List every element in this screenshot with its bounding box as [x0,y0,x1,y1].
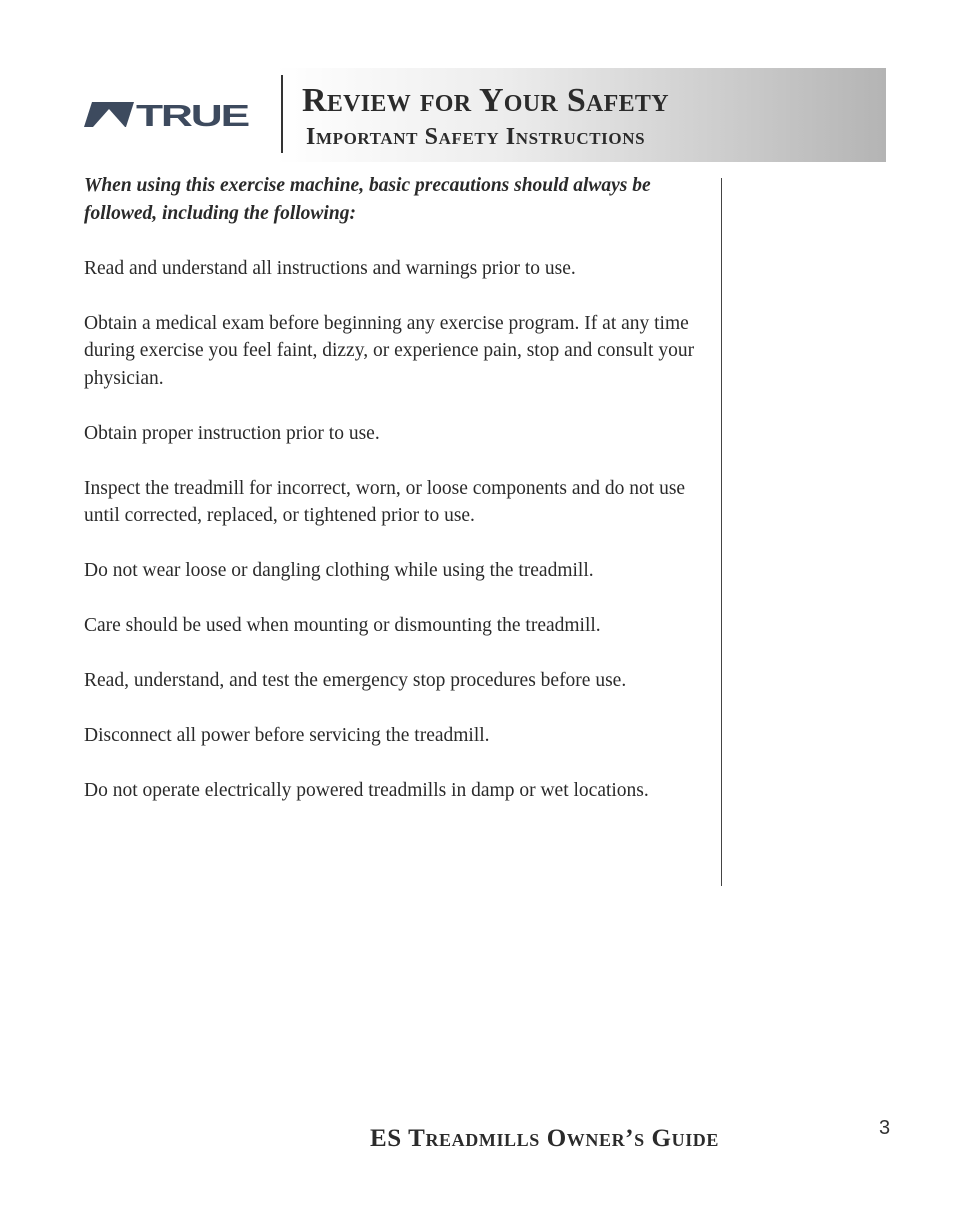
page-subtitle: Important Safety Instructions [306,124,646,150]
header-divider [281,75,283,153]
page-number: 3 [879,1117,891,1139]
footer-guide-title: ES Treadmills Owner’s Guide [370,1125,720,1152]
logo-text: TRUE [136,100,250,130]
instruction-item: Care should be used when mounting or dismounting the treadmill. [84,615,601,636]
instruction-item: Do not wear loose or dangling clothing while using the treadmill. [84,560,594,581]
column-rule [721,178,722,886]
instruction-item: Read and understand all instructions and warnings prior to use. [84,257,576,279]
instruction-item: Disconnect all power before servicing the treadmill. [84,725,490,746]
instruction-item: Read, understand, and test the emergency stop procedures before use. [84,670,627,691]
instruction-item: Inspect the treadmill for incorrect, worn, or loose components and do not use until corrected, replaced, or tightened prior to use. [84,477,686,526]
instruction-item: Do not operate electrically powered treadmills in damp or wet locations. [84,780,649,801]
instruction-item: Obtain proper instruction prior to use. [84,422,380,444]
page-title: Review for Your Safety [302,82,669,119]
intro-text: When using this exercise machine, basic precautions should always be followed, including the following: [84,175,651,224]
instruction-item: Obtain a medical exam before beginning any exercise program. If at any time during exercise you feel faint, dizzy, or experience pain, stop and consult your physician. [84,312,695,389]
safety-instructions [84,172,720,832]
true-logo [84,100,254,130]
